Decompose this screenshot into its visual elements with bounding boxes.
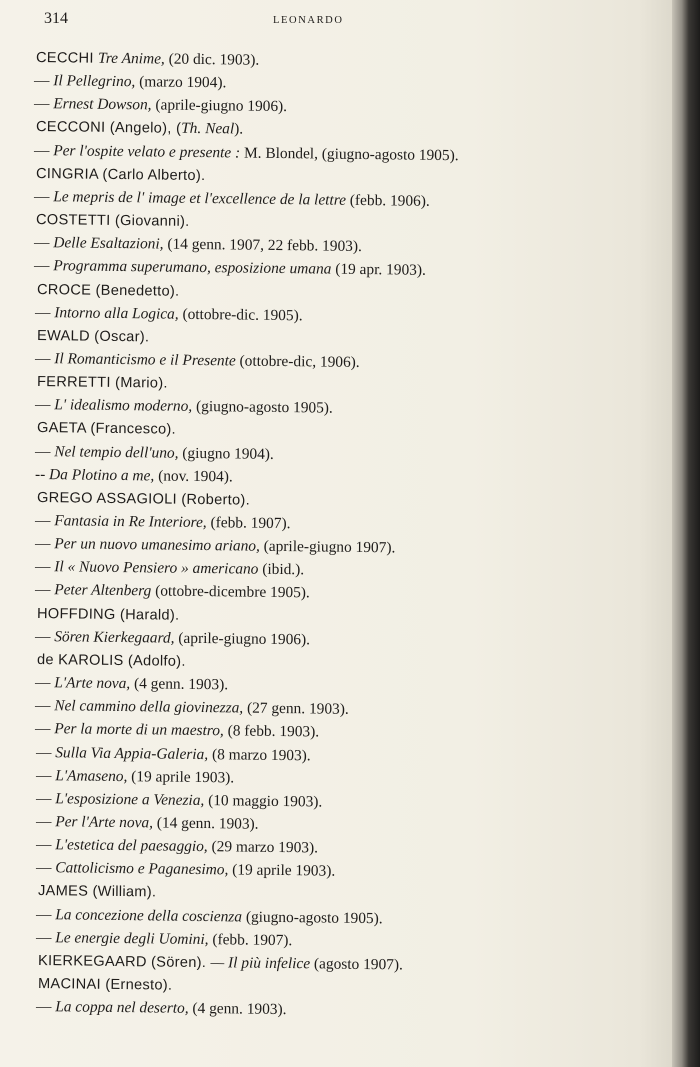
entry-dash: — [35,929,56,947]
work-title: Intorno alla Logica, [54,304,179,323]
entry-dash: — [34,628,55,646]
entry-dash: — [34,720,55,738]
author-entry [37,604,180,626]
author-name: CROCE (Benedetto). [36,282,180,300]
work-entry [35,511,291,534]
work-entry [34,71,227,93]
publication-date: M. Blondel, (giugno-agosto 1905). [240,144,459,165]
work-title: L'esposizione a Venezia, [55,790,205,810]
author-entry [37,280,180,302]
publication-date: ). [234,120,244,138]
work-entry [36,789,323,812]
publication-date: (19 aprile 1903). [228,861,336,880]
author-entry [37,372,168,394]
publication-date: (giugno-agosto 1905). [241,908,383,928]
publication-date: (febb. 1907). [208,931,293,950]
page-header [44,10,664,30]
author-name: MACINAI (Ernesto). [37,976,173,994]
work-entry [35,580,310,603]
work-title: Tre Anime, [98,49,165,68]
publication-date: (29 marzo 1903). [207,838,319,857]
entry-dash: — [33,95,54,113]
author-entry [37,488,250,511]
entry-dash: — [34,350,55,368]
author-name: de KAROLIS (Adolfo). [36,652,186,670]
work-title: Da Plotino a me, [49,466,155,485]
publication-date: (giugno-agosto 1905). [192,397,333,417]
work-title: L' idealismo moderno, [54,396,193,415]
work-entry [34,187,430,212]
work-entry [36,928,293,951]
publication-date: (19 aprile 1903). [127,768,235,787]
entry-dash: — [33,234,54,252]
author-entry [36,117,243,140]
author-entry [37,650,186,672]
work-title: Peter Altenberg [54,581,152,600]
work-title: L'Amaseno, [55,767,128,786]
entry-dash: — [35,906,56,924]
entry-dash: — [33,142,54,160]
work-entry [35,719,319,742]
author-name: EWALD (Oscar). [36,328,150,346]
entry-dash: — [34,558,55,576]
author-entry [38,951,403,975]
entry-dash: — [34,697,55,715]
work-title: Nel tempio dell'uno, [54,443,179,462]
publication-date: (14 genn. 1907, 22 febb. 1903). [163,235,362,256]
work-entry [34,141,459,166]
author-entry [37,326,150,347]
publication-date: (giugno 1904). [178,444,274,463]
work-entry [35,627,310,650]
page-number: 314 [44,10,68,27]
work-entry [36,743,311,766]
entry-dash: — [34,443,55,461]
entry-dash: — [34,535,55,553]
publication-date: (8 marzo 1903). [208,746,311,765]
publication-date: (ottobre-dicembre 1905). [151,582,310,602]
work-entry [34,233,362,257]
publication-date: (8 febb. 1903). [223,722,320,741]
author-entry [36,48,260,71]
publication-date: (4 genn. 1903). [188,999,287,1019]
entry-dash: — [35,836,56,854]
author-entry [37,418,176,440]
entry-dash: — [33,72,54,90]
publication-date: (10 maggio 1903). [204,792,323,811]
work-title: Per l'ospite velato e presente : [53,142,241,162]
author-name: GREGO ASSAGIOLI (Roberto). [36,490,251,509]
entry-dash: — [35,767,56,785]
entry-dash: — [34,581,55,599]
publication-date: (19 apr. 1903). [331,260,426,279]
entry-dash: — [35,859,56,877]
publication-date: (febb. 1907). [206,514,291,533]
work-title: Delle Esaltazioni, [53,234,164,253]
work-title: Cattolicismo e Paganesimo, [55,859,229,879]
work-title: Per un nuovo umanesimo ariano, [54,535,260,555]
work-entry [35,465,233,487]
publication-date: (agosto 1907). [310,955,404,974]
work-entry [36,835,318,858]
work-title: Per la morte di un maestro, [54,720,224,740]
work-entry [36,858,335,882]
work-title: Le energie degli Uomini, [55,929,209,949]
work-title: La coppa nel deserto, [55,998,189,1017]
work-entry [35,696,349,720]
author-name: CECCONI (Angelo), ( [35,119,182,137]
publication-date: (14 genn. 1903). [152,814,259,833]
work-title: Nel cammino della giovinezza, [54,697,244,717]
author-name: COSTETTI (Giovanni). [35,212,190,230]
publication-date: (ottobre-dic, 1906). [235,352,360,371]
work-title: L'Arte nova, [54,674,131,693]
entry-dash: — [34,512,55,530]
work-entry [34,94,287,117]
entry-dash: — [35,998,56,1016]
work-title: Le mepris de l' image et l'excellence de la lettre [53,188,347,209]
author-name: KIERKEGAARD (Sören). [37,953,207,972]
work-entry [36,905,383,929]
entry-dash: — [34,304,55,322]
work-title: L'estetica del paesaggio, [55,836,208,856]
entry-dash: -- [34,466,50,484]
publication-date: (27 genn. 1903). [243,699,349,718]
work-title: Per l'Arte nova, [55,813,154,832]
entry-dash: — [35,813,56,831]
publication-date: (ibid.). [258,560,305,579]
author-entry [38,974,173,996]
author-entry [38,881,157,902]
work-title: Il Romanticismo e il Presente [54,350,236,370]
author-name: GAETA (Francesco). [36,420,177,438]
publication-date: (4 genn. 1903). [130,675,229,694]
work-title: Fantasia in Re Interiore, [54,512,207,532]
entry-dash: — [34,396,55,414]
publication-date: (aprile-giugno 1906). [174,629,311,649]
entry-dash: — [33,257,54,275]
entry-dash: — [34,674,55,692]
work-title: Programma superumano, esposizione umana [53,257,332,278]
work-entry [35,303,303,326]
author-name: CECCHI [35,50,94,67]
work-entry [36,997,287,1020]
work-entry [35,349,360,373]
work-entry [34,256,426,281]
publication-date: (marzo 1904). [135,73,227,92]
entry-dash: — [33,188,54,206]
author-name: JAMES (William). [37,883,157,901]
book-gutter-shadow [672,0,700,1067]
work-title: — Il più infelice [210,954,311,973]
work-entry [36,766,234,788]
publication-date: (aprile-giugno 1907). [259,537,396,557]
publication-date: (nov. 1904). [154,467,233,486]
work-title: Il « Nuovo Pensiero » americano [54,558,259,578]
work-entry [35,442,274,465]
work-entry [35,534,396,558]
author-name: FERRETTI (Mario). [36,374,168,392]
work-title: Sören Kierkegaard, [54,628,175,647]
publication-date: (aprile-giugno 1906). [151,96,288,116]
work-title: La concezione della coscienza [55,906,243,926]
work-title: Sulla Via Appia-Galeria, [55,744,209,764]
publication-date: (febb. 1906). [345,191,430,210]
author-entry [36,210,190,232]
work-title: Ernest Dowson, [53,95,152,114]
work-title: Il Pellegrino, [53,72,136,91]
publication-date: (20 dic. 1903). [164,50,260,69]
entry-dash: — [35,744,56,762]
publication-date: (ottobre-dic. 1905). [178,305,303,325]
author-entry [36,164,206,186]
running-title: LEONARDO [273,15,344,26]
work-entry [35,395,333,419]
work-title: Th. Neal [181,119,235,138]
entry-dash: — [35,790,56,808]
work-entry [36,812,259,835]
work-entry [35,557,304,580]
author-name: CINGRIA (Carlo Alberto). [35,166,206,185]
work-entry [35,673,228,695]
author-name: HOFFDING (Harald). [36,606,180,624]
